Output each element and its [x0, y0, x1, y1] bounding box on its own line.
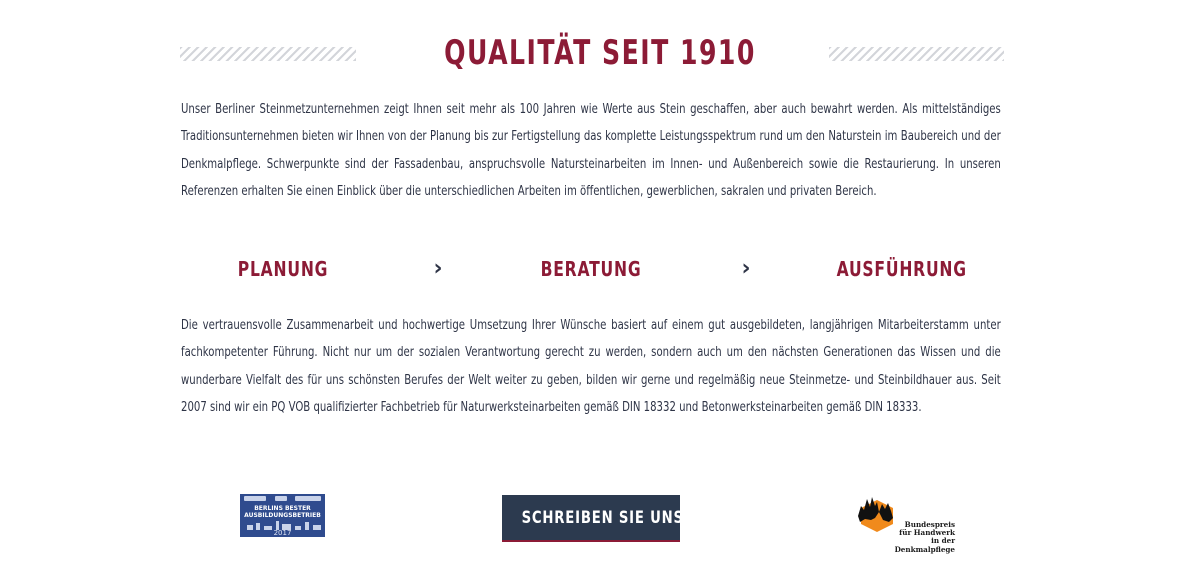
chevron-right-icon: ›	[433, 256, 443, 281]
badge-right-line3: in der Denkmalpflege	[894, 536, 955, 554]
bundespreis-denkmalpflege-badge	[855, 494, 955, 554]
berlins-bester-ausbildungsbetrieb-badge	[240, 494, 325, 537]
step-ausfuehrung: AUSFÜHRUNG	[836, 257, 967, 281]
step-beratung: BERATUNG	[540, 257, 642, 281]
contact-button[interactable]	[502, 495, 684, 542]
page-title: QUALITÄT SEIT 1910	[444, 33, 756, 73]
badge-left-line2: AUSBILDUNGSBETRIEB	[244, 512, 321, 519]
decorative-hatch-right	[829, 47, 1004, 61]
badge-right-line1: Bundespreis	[904, 520, 955, 529]
step-planung: PLANUNG	[237, 257, 329, 281]
badge-right-line2: für Handwerk	[899, 528, 955, 537]
badge-left-line1: BERLINS BESTER	[254, 505, 311, 512]
contact-button-label: SCHREIBEN SIE UNS	[521, 507, 684, 528]
chevron-right-icon: ›	[741, 256, 751, 281]
badge-logos	[244, 496, 321, 503]
about-paragraph: Die vertrauensvolle Zusammenarbeit und hochwertige Umsetzung Ihrer Wünsche basiert auf einem gut ausgebildeten, langjährigen Mitarbeiterstamm unter fachkompetenter Führung. Nicht nur um der sozialen Verantwortung gerecht zu werden, sondern auch um den nächsten Generationen das Wissen und die wunderbare Vielfalt des für uns schönsten Berufes der Welt weiter zu geben, bilden wir gerne und regelmäßig neue Steinmetze- und Steinbildhauer aus. Seit 2007 sind wir ein PQ VOB qualifizierter Fachbetrieb für Naturwerksteinarbeiten gemäß DIN 18332 und Betonwerksteinarbeiten gemäß DIN 18333.	[181, 317, 1001, 416]
intro-paragraph: Unser Berliner Steinmetzunternehmen zeigt Ihnen seit mehr als 100 Jahren wie Werte aus Stein geschaffen, aber auch bewahrt werden. Als mittelständiges Traditionsunternehmen bieten wir Ihnen von der Planung bis zur Fertigstellung das komplette Leistungsspektrum rund um den Naturstein im Baubereich und der Denkmalpflege. Schwerpunkte sind der Fassadenbau, anspruchsvolle Natursteinarbeiten im Innen- und Außenbereich sowie die Restaurierung. In unseren Referenzen erhalten Sie einen Einblick über die unterschiedlichen Arbeiten im öffentlichen, gewerblichen, sakralen und privaten Bereich.	[181, 101, 1001, 200]
badge-left-year: 2017	[273, 529, 292, 537]
